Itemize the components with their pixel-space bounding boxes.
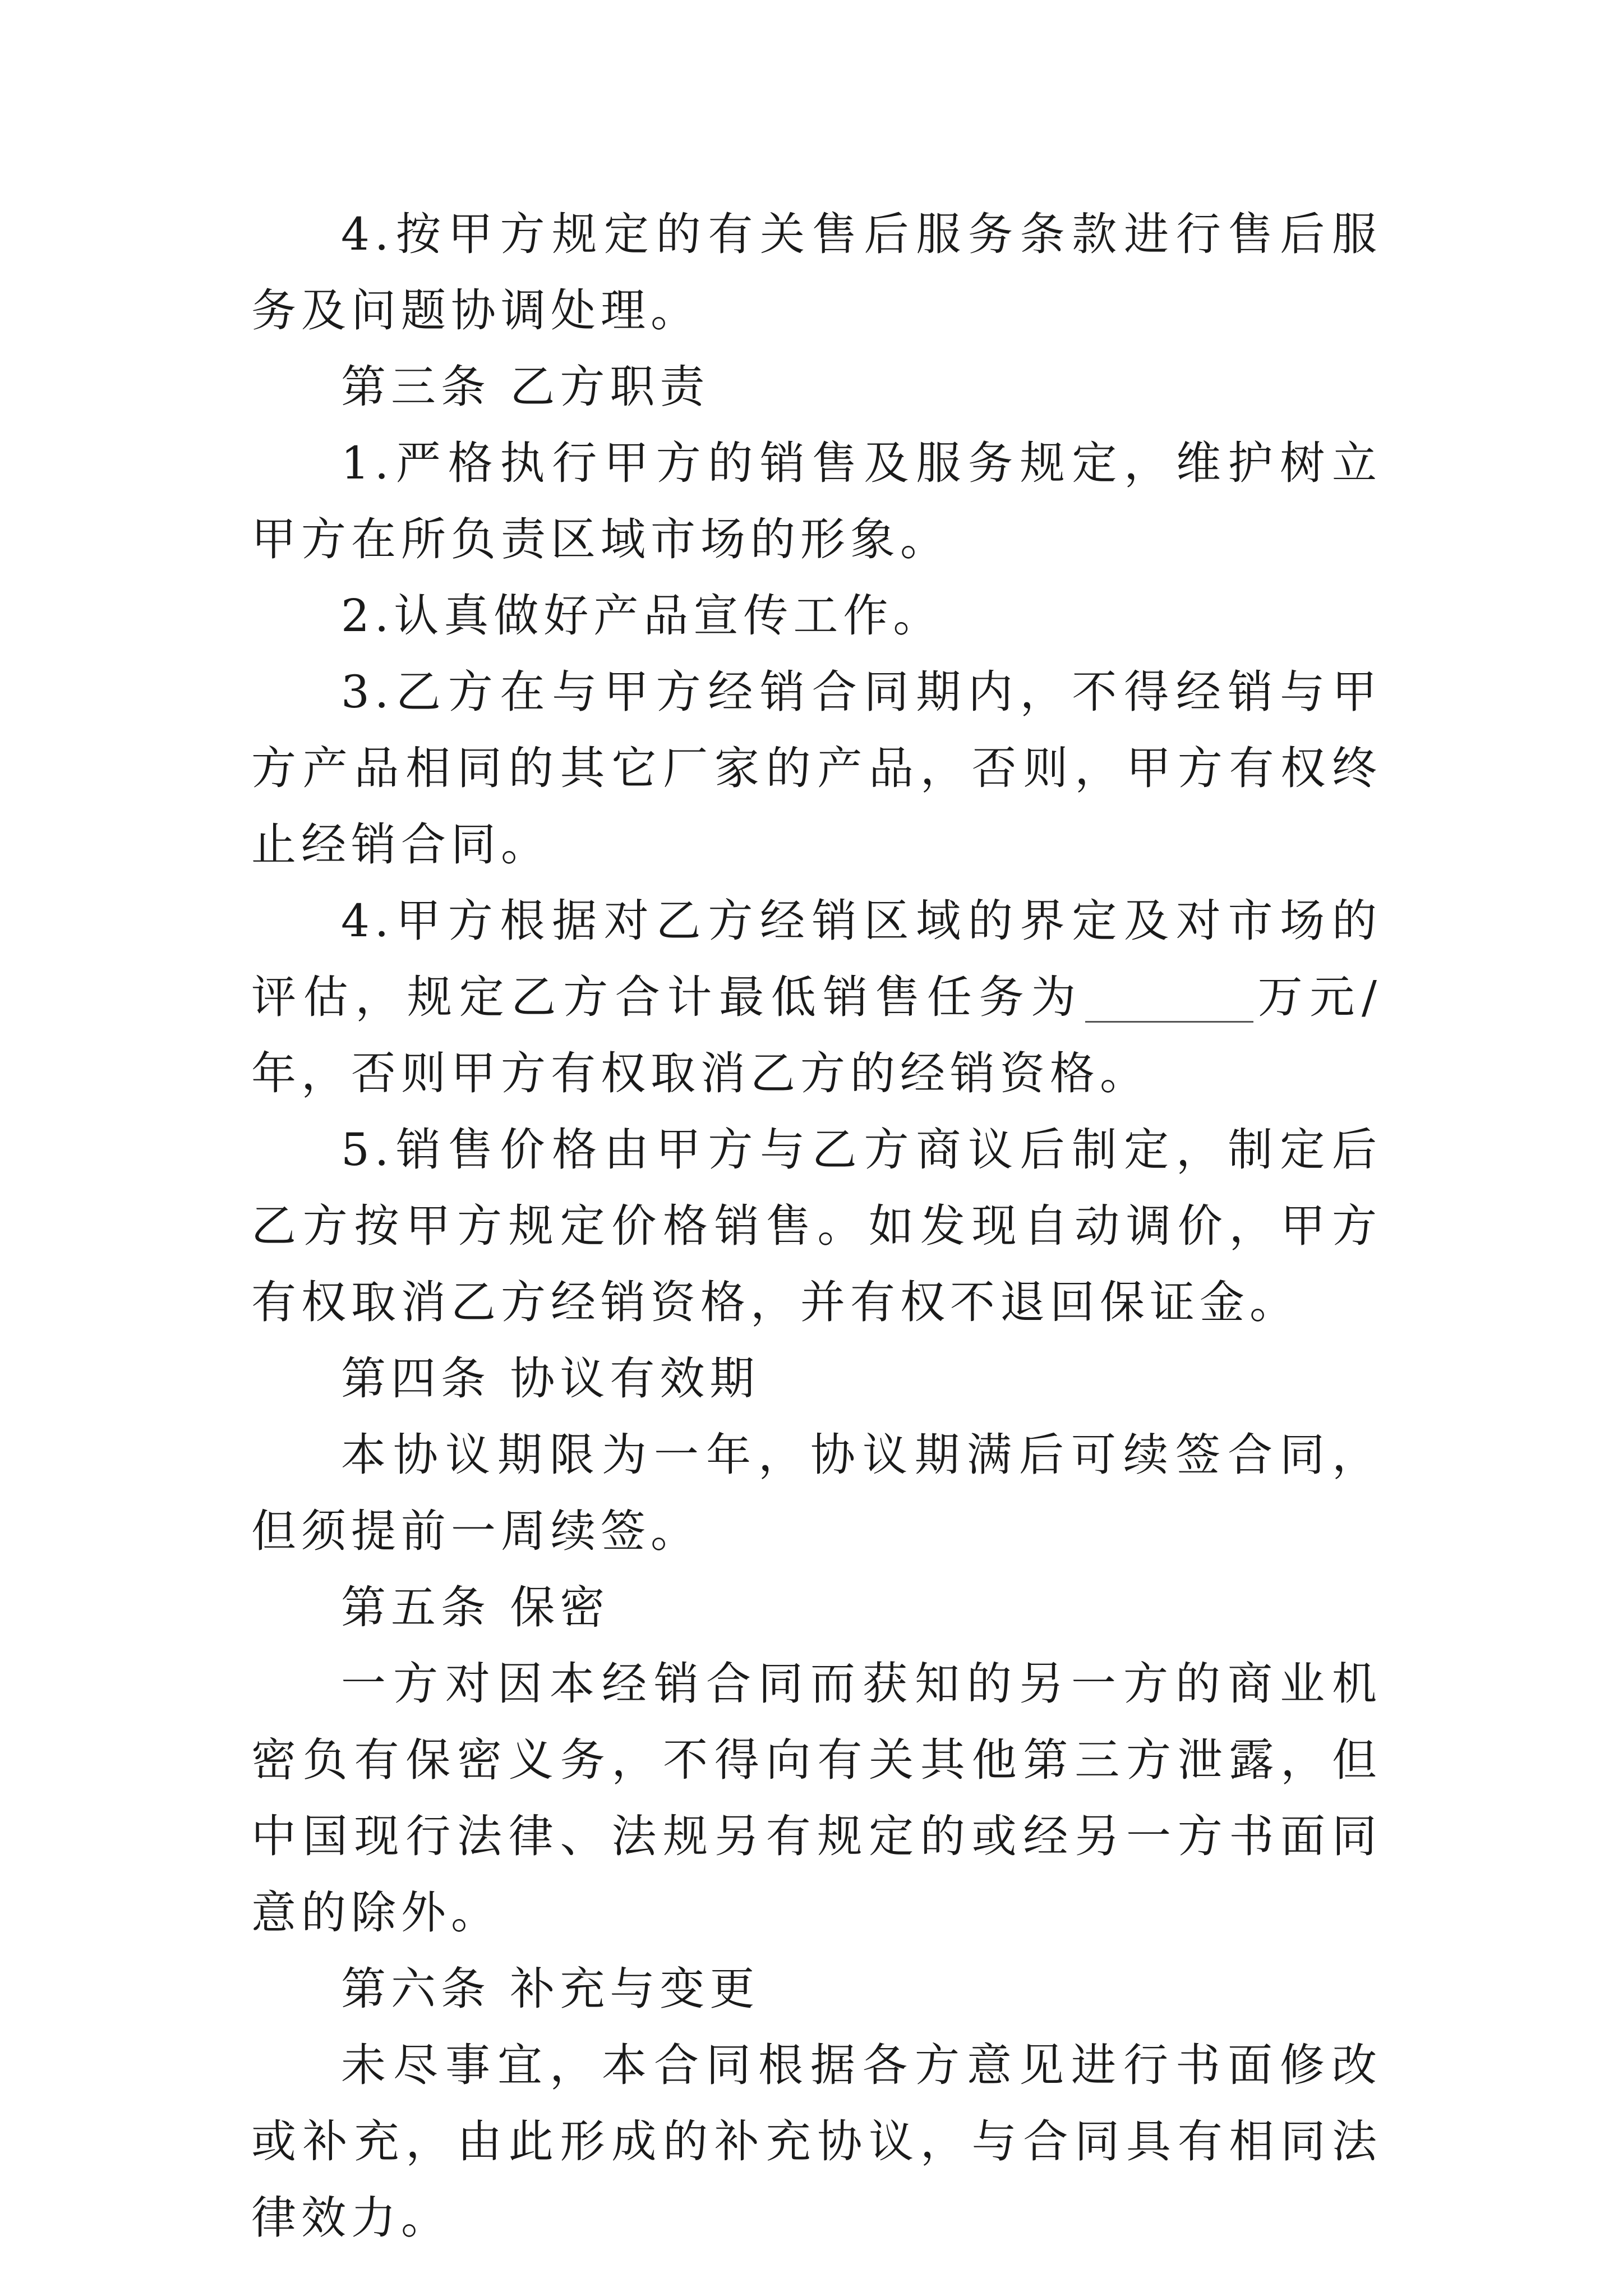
- paragraph-3-5: 5.销售价格由甲方与乙方商议后制定，制定后乙方按甲方规定价格销售。如发现自动调价，甲方有权取消乙方经销资格，并有权不退回保证金。: [251, 1124, 1382, 1328]
- paragraph-3-3: 3.乙方在与甲方经销合同期内，不得经销与甲方产品相同的其它厂家的产品，否则，甲方有权终止经销合同。: [251, 666, 1382, 871]
- paragraph-3-4-after-blank: 万元/年，否则甲方有权取消乙方的经销资格。: [251, 971, 1382, 1099]
- paragraph-3-4: [251, 883, 1382, 1112]
- paragraph-4-body: 本协议期限为一年，协议期满后可续签合同，但须提前一周续签。: [251, 1429, 1382, 1557]
- paragraph-after-sales-service: 4.按甲方规定的有关售后服务条款进行售后服务及问题协调处理。: [251, 208, 1382, 337]
- paragraph-3-4-before-blank: 4.甲方根据对乙方经销区域的界定及对市场的评估，规定乙方合计最低销售任务为: [251, 895, 1382, 1023]
- sales-target-blank: [1085, 976, 1253, 1023]
- article-5-heading: 第五条 保密: [341, 1581, 610, 1634]
- paragraph-3-1: 1.严格执行甲方的销售及服务规定，维护树立甲方在所负责区域市场的形象。: [251, 437, 1382, 565]
- paragraph-3-2: 2.认真做好产品宣传工作。: [341, 590, 943, 642]
- article-4-heading: 第四条 协议有效期: [341, 1352, 760, 1405]
- paragraph-6-body: 未尽事宜，本合同根据各方意见进行书面修改或补充，由此形成的补充协议，与合同具有相同法律效力。: [251, 2039, 1382, 2244]
- document-body: [251, 196, 1382, 2256]
- paragraph-5-body: 一方对因本经销合同而获知的另一方的商业机密负有保密义务，不得向有关其他第三方泄露，但中国现行法律、法规另有规定的或经另一方书面同意的除外。: [251, 1658, 1382, 1939]
- article-3-heading: 第三条 乙方职责: [341, 361, 710, 413]
- article-6-heading: 第六条 补充与变更: [341, 1963, 760, 2015]
